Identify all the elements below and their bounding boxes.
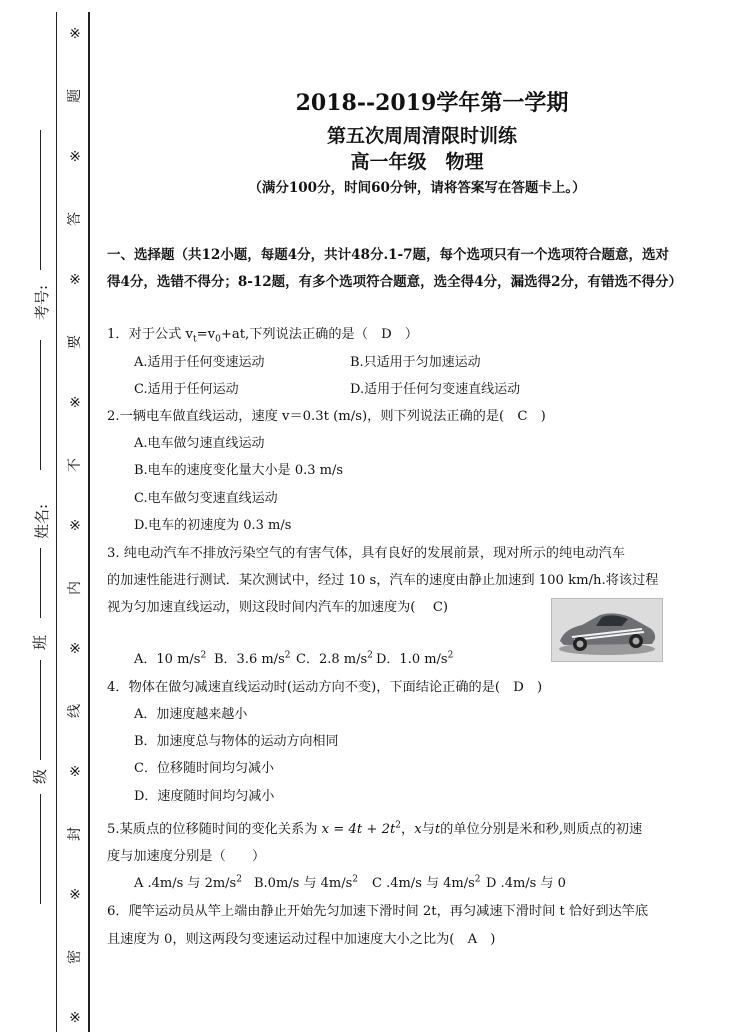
- q3-option-b: B．3.6 $m/s^2$: [214, 650, 291, 667]
- q5-option-d: D .4m/s 与 0: [486, 876, 566, 891]
- seal-asterism-mark: ※: [69, 887, 81, 903]
- q1-option-b: B.只适用于匀加速运动: [350, 355, 481, 370]
- q3-option-a: A．10 $m/s^2$: [134, 650, 207, 667]
- q5-option-a: A .4m/s 与 $2m/s^2$: [134, 874, 242, 891]
- seal-asterism-mark: ※: [69, 764, 81, 780]
- seal-char: 不: [67, 457, 83, 472]
- q2-stem: 2.一辆电车做直线运动，速度 v＝0.3t (m/s)，则下列说法正确的是( C ): [107, 409, 546, 424]
- q2-option-a: A.电车做匀速直线运动: [134, 436, 265, 451]
- seal-char: 线: [67, 703, 83, 718]
- q3-stem-line2: 的加速性能进行测试．某次测试中，经过 10 s，汽车的速度由静止加速到 100 km/h.将该过程: [107, 573, 659, 588]
- margin-rule-inner: [56, 12, 57, 1032]
- name-label: 姓名:: [33, 503, 52, 540]
- q3-stem-line1: 3. 纯电动汽车不排放污染空气的有害气体，具有良好的发展前景，现对所示的纯电动汽车: [107, 546, 625, 561]
- q2-option-c: C.电车做匀变速直线运动: [134, 491, 278, 506]
- sports-car-image: [551, 598, 663, 662]
- q4-option-a: A．加速度越来越小: [134, 707, 248, 722]
- seal-asterism-mark: ※: [69, 1010, 81, 1026]
- seal-asterism-mark: ※: [69, 395, 81, 411]
- seal-char: 封: [67, 826, 83, 841]
- exam-page: [100, 0, 744, 1032]
- q2-option-b: B.电车的速度变化量大小是 0.3 m/s: [134, 463, 344, 478]
- seal-char: 答: [67, 211, 83, 226]
- seal-asterism-mark: ※: [69, 26, 81, 42]
- class-blank-bottom: [40, 660, 41, 760]
- seal-char: 密: [67, 949, 83, 964]
- q4-option-d: D．速度随时间均匀减小: [134, 789, 275, 804]
- q2-option-d: D.电车的初速度为 0.3 m/s: [134, 518, 292, 533]
- seal-asterism-mark: ※: [69, 518, 81, 534]
- q6-stem-line2: 且速度为 0，则这两段匀变速运动过程中加速度大小之比为( A ): [107, 932, 496, 947]
- seal-asterism-mark: ※: [69, 272, 81, 288]
- seal-asterism-mark: ※: [69, 641, 81, 657]
- q1-option-c: C.适用于任何运动: [134, 382, 239, 397]
- q1-stem: 1．对于公式 $v_t=v_0+at$,下列说法正确的是（ D ）: [107, 327, 419, 345]
- q5-stem-line1: 5.某质点的位移随时间的变化关系为 $x = 4t + 2t^2$，x与t的单位分别是米和秒,则质点的初速: [107, 820, 643, 837]
- subject-title: 高一年级 物理: [350, 151, 484, 173]
- seal-char: 内: [67, 580, 83, 595]
- grade-label: 级: [31, 768, 50, 785]
- name-blank: [40, 340, 41, 470]
- q5-option-c: C .4m/s 与 $4m/s^2$: [372, 874, 481, 891]
- q5-stem-line2: 度与加速度分别是（ ）: [107, 849, 266, 864]
- seal-char: 要: [67, 334, 83, 349]
- q4-option-b: B．加速度总与物体的运动方向相同: [134, 734, 339, 749]
- q1-option-a: A.适用于任何变速运动: [134, 355, 265, 370]
- q3-option-c: C．2.8 $m/s^2$: [296, 650, 373, 667]
- exam-note: （满分100分，时间60分钟，请将答案写在答题卡上。）: [248, 180, 586, 196]
- q5-option-b: B.0m/s 与 $4m/s^2$: [254, 874, 358, 891]
- term-title: 2018--2019学年第一学期: [295, 90, 569, 116]
- exam-no-blank: [40, 130, 41, 270]
- q4-stem: 4．物体在做匀减速直线运动时(运动方向不变)，下面结论正确的是( D ): [107, 680, 543, 695]
- exam-no-label: 考号:: [33, 284, 52, 321]
- class-label: 班: [31, 634, 50, 651]
- test-title: 第五次周周清限时训练: [326, 125, 517, 147]
- grade-blank: [40, 794, 41, 904]
- sealing-margin: [0, 0, 100, 1032]
- q1-option-d: D.适用于任何匀变速直线运动: [350, 382, 521, 397]
- q3-stem-line3: 视为匀加速直线运动，则这段时间内汽车的加速度为( C): [107, 600, 449, 615]
- section-heading: 一、选择题（共12小题，每题4分，共计48分.1-7题，每个选项只有一个选项符合题意，选对得4分，选错不得分；8-12题，有多个选项符合题意，选全得4分，漏选得2分，有错选不得分）: [107, 247, 682, 290]
- class-blank-top: [40, 548, 41, 618]
- q4-option-c: C．位移随时间均匀减小: [134, 761, 274, 776]
- q6-stem-line1: 6．爬竿运动员从竿上端由静止开始先匀加速下滑时间 2t，再匀减速下滑时间 t 恰好到达竿底: [107, 904, 649, 919]
- q3-option-d: D．1.0 $m/s^2$: [376, 650, 454, 667]
- seal-char: 题: [67, 88, 83, 103]
- seal-asterism-mark: ※: [69, 149, 81, 165]
